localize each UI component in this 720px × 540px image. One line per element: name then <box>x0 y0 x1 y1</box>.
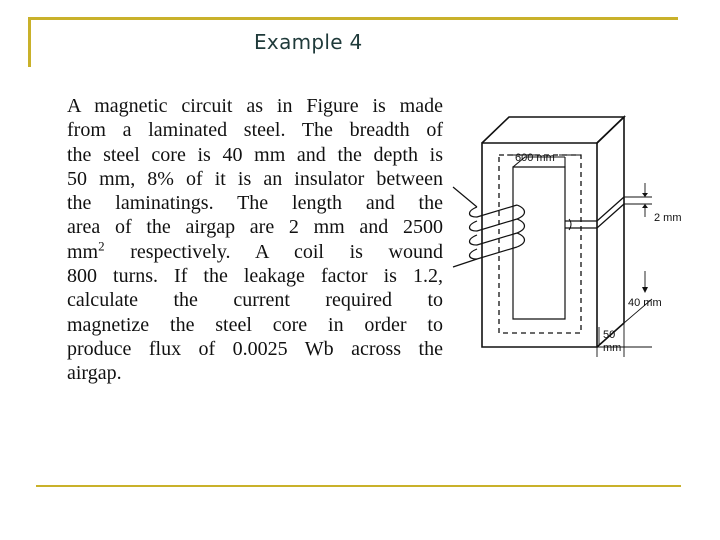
problem-line: 800 turns. If the leakage factor is 1.2, <box>67 265 443 288</box>
core-top-face <box>482 117 624 143</box>
problem-line: produce flux of 0.0025 Wb across the <box>67 337 443 360</box>
depth-label-unit: mm <box>603 342 622 354</box>
problem-line: airgap. <box>67 362 122 385</box>
length-label: 600 mm <box>515 152 555 164</box>
problem-line: calculate the current required to <box>67 289 443 312</box>
problem-line: the steel core is 40 mm and the depth is <box>67 143 443 166</box>
problem-line: from a laminated steel. The breadth of <box>67 119 443 142</box>
superscript-2: 2 <box>98 238 105 254</box>
problem-line-rest: respectively. A coil is wound <box>104 240 443 263</box>
core-front-face <box>482 143 597 347</box>
left-border-rule <box>28 17 31 67</box>
core-side-face <box>597 117 624 347</box>
magnetic-circuit-figure <box>447 95 687 365</box>
problem-line: A magnetic circuit as in Figure is made <box>67 95 443 117</box>
breadth-label: 40 mm <box>628 297 662 309</box>
problem-line: area of the airgap are 2 mm and 2500 <box>67 216 443 239</box>
airgap-label: 2 mm <box>654 212 682 224</box>
coil-lead-bottom <box>453 259 477 267</box>
slide-title: Example 4 <box>254 30 363 54</box>
bottom-border-rule <box>36 485 681 487</box>
top-border-rule <box>28 17 678 20</box>
problem-line <box>67 240 443 264</box>
coil-lead-top <box>453 187 477 207</box>
unit-mm: mm <box>67 240 99 263</box>
problem-statement <box>67 94 443 386</box>
problem-line: 50 mm, 8% of it is an insulator between <box>67 167 443 190</box>
depth-label-number: 50 <box>603 329 616 341</box>
problem-line: magnetize the steel core in order to <box>67 313 443 336</box>
problem-line: the laminatings. The length and the <box>67 192 443 215</box>
